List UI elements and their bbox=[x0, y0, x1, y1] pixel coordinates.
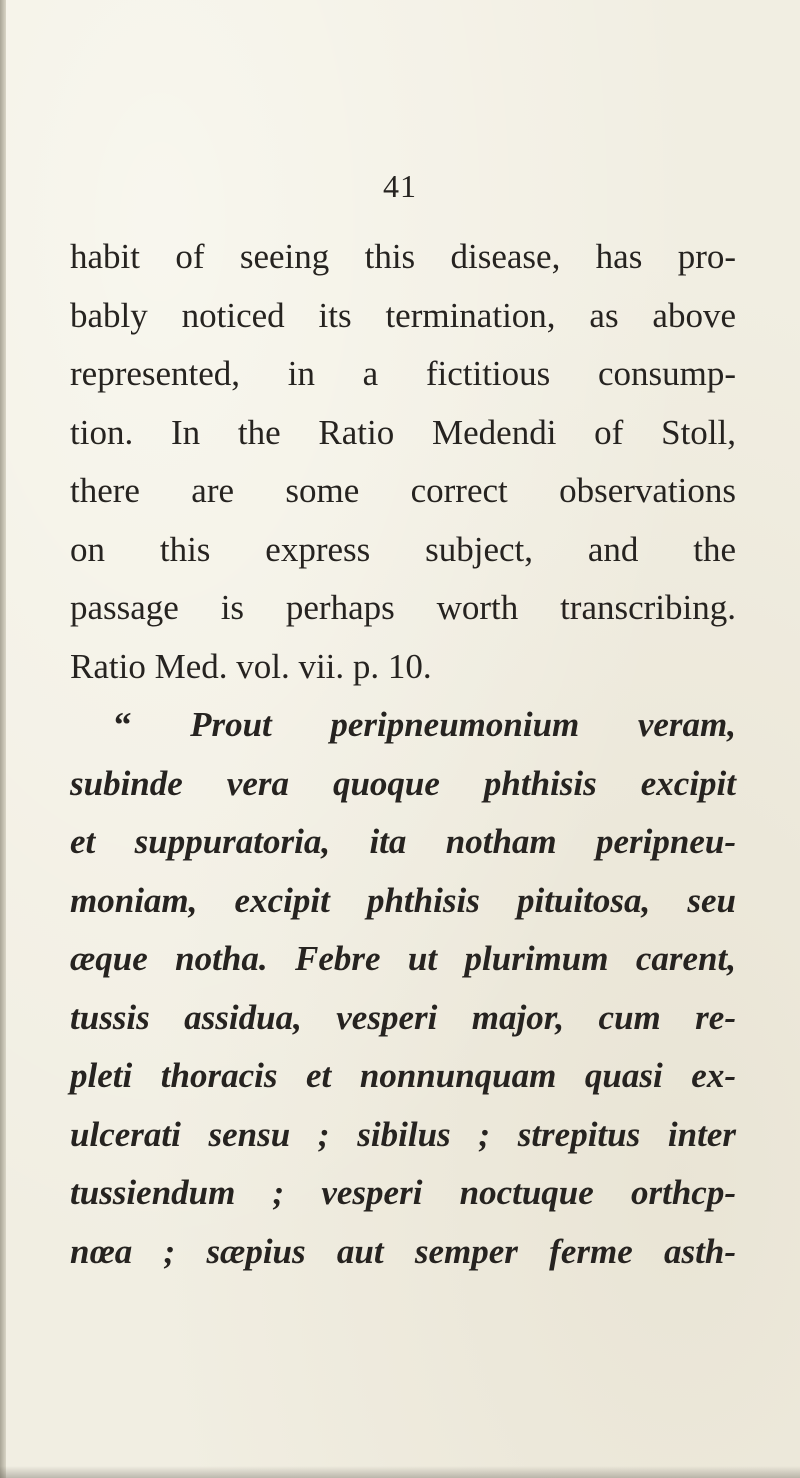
page-body bbox=[70, 228, 736, 1281]
text-line: passage is perhaps worth transcribing. bbox=[70, 588, 736, 627]
page-binding-edge bbox=[0, 0, 6, 1478]
quote-line: tussiendum ; vesperi noctuque orthcp- bbox=[70, 1173, 736, 1212]
page-number: 41 bbox=[383, 168, 417, 204]
quote-line: tussis assidua, vesperi major, cum re- bbox=[70, 997, 736, 1037]
quote-line: nœa ; sæpius aut semper ferme asth- bbox=[70, 1231, 736, 1271]
quote-first-line-text: Prout peripneumonium veram, bbox=[190, 705, 736, 744]
quote-line: ulcerati sensu ; sibilus ; strepitus inter bbox=[70, 1114, 736, 1154]
text-line: tion. In the Ratio Medendi of Stoll, bbox=[70, 412, 736, 452]
text-line: habit of seeing this disease, has pro- bbox=[70, 237, 736, 276]
quote-first-line bbox=[70, 696, 736, 755]
text-line: represented, in a fictitious consump- bbox=[70, 354, 736, 393]
quote-open-mark: “ bbox=[114, 705, 132, 744]
text-line: on this express subject, and the bbox=[70, 529, 736, 569]
latin-quotation bbox=[70, 696, 736, 1281]
quote-line: moniam, excipit phthisis pituitosa, seu bbox=[70, 880, 736, 920]
text-line: bably noticed its termination, as above bbox=[70, 295, 736, 335]
page-bottom-shadow bbox=[0, 1466, 800, 1478]
quote-line: pleti thoracis et nonnunquam quasi ex- bbox=[70, 1056, 736, 1095]
main-paragraph bbox=[70, 228, 736, 696]
text-line: there are some correct observations bbox=[70, 471, 736, 510]
quote-line: subinde vera quoque phthisis excipit bbox=[70, 763, 736, 803]
quote-line: æque notha. Febre ut plurimum carent, bbox=[70, 939, 736, 978]
text-line: Ratio Med. vol. vii. p. 10. bbox=[70, 646, 432, 686]
quote-line: et suppuratoria, ita notham peripneu- bbox=[70, 822, 736, 861]
